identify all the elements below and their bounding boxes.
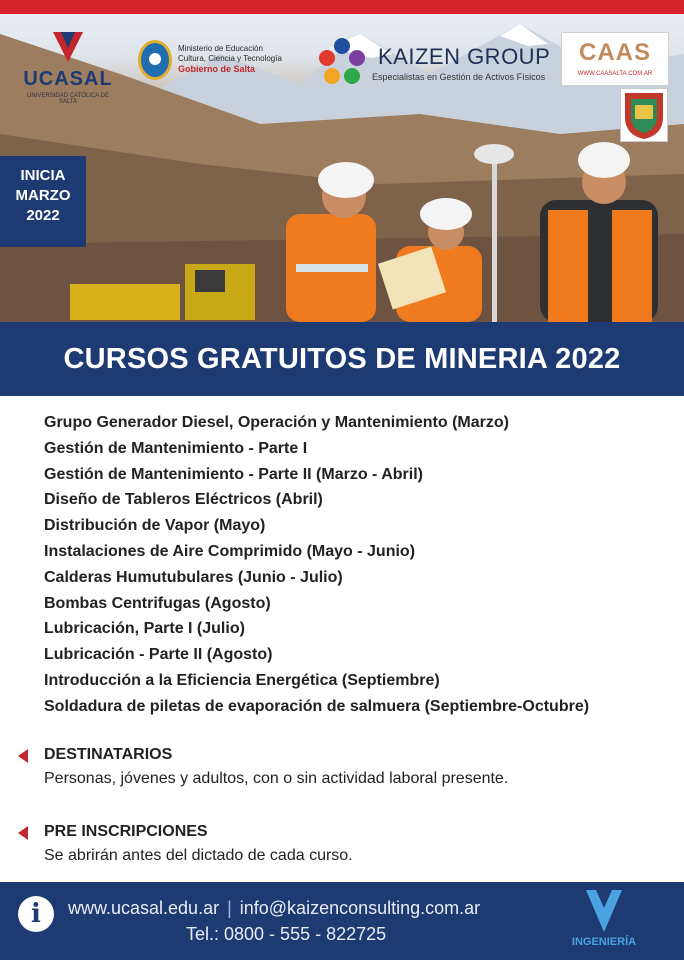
website-link[interactable]: www.ucasal.edu.ar: [68, 898, 220, 918]
course-item: Diseño de Tableros Eléctricos (Abril): [44, 491, 323, 509]
contact-footer: [0, 882, 684, 960]
logo-bar: [0, 14, 684, 114]
badge-line-3: 2022: [26, 207, 60, 224]
phone-number[interactable]: Tel.: 0800 - 555 - 822725: [186, 924, 387, 944]
badge-line-1: INICIA: [20, 167, 66, 184]
email-link[interactable]: info@kaizenconsulting.com.ar: [239, 898, 481, 918]
kaizen-pentagon-icon: [316, 36, 368, 88]
ingenieria-label: INGENIERÍA: [571, 936, 637, 948]
salta-seal-icon: [138, 40, 172, 80]
caas-name: CAAS: [578, 39, 651, 66]
preinscripciones-text: Se abrirán antes del dictado de cada curso.: [44, 847, 353, 864]
badge-line-2: MARZO: [15, 187, 71, 204]
kaizen-name: KAIZEN GROUP: [378, 44, 551, 69]
crest-icon: [620, 88, 668, 142]
arrow-left-icon: [18, 749, 28, 763]
course-item: Grupo Generador Diesel, Operación y Mantenimiento (Marzo): [44, 414, 509, 431]
ingenieria-v-icon: [556, 886, 652, 936]
gobierno-line-1: Ministerio de Educación: [178, 44, 263, 53]
course-item: Gestión de Mantenimiento - Parte II (Marzo - Abril): [44, 465, 423, 483]
caas-logo: [561, 32, 669, 86]
course-item: Bombas Centrifugas (Agosto): [44, 594, 271, 612]
gobierno-salta-logo: [138, 38, 308, 90]
start-date-badge: [0, 156, 86, 247]
footer-separator: |: [227, 898, 232, 918]
ucasal-v-icon: [51, 30, 85, 64]
course-item: Lubricación, Parte I (Julio): [44, 620, 245, 638]
ucasal-subtitle: UNIVERSIDAD CATÓLICA DE SALTA: [27, 93, 109, 105]
gobierno-line-3: Gobierno de Salta: [178, 64, 256, 74]
course-item: Calderas Humutubulares (Junio - Julio): [44, 568, 343, 586]
destinatarios-heading: DESTINATARIOS: [44, 746, 173, 763]
ingenieria-logo: [556, 886, 652, 956]
gobierno-line-2: Cultura, Ciencia y Tecnología: [178, 54, 282, 63]
caas-web: WWW.CAASALTA.COM.AR: [577, 71, 653, 77]
preinscripciones-heading: PRE INSCRIPCIONES: [44, 823, 208, 840]
preinscripciones-section: [18, 823, 658, 873]
course-item: Introducción a la Eficiencia Energética (Septiembre): [44, 671, 440, 689]
course-item: Soldadura de piletas de evaporación de salmuera (Septiembre-Octubre): [44, 697, 590, 715]
info-icon: i: [18, 896, 54, 932]
ucasal-name: UCASAL: [23, 68, 113, 90]
destinatarios-section: [18, 746, 658, 796]
course-item: Lubricación - Parte II (Agosto): [44, 646, 273, 664]
ucasal-logo: [18, 30, 118, 120]
course-item: Distribución de Vapor (Mayo): [44, 517, 266, 535]
page-title: CURSOS GRATUITOS DE MINERIA 2022: [0, 322, 684, 396]
course-list: [44, 410, 674, 720]
kaizen-tagline: Especialistas en Gestión de Activos Físicos: [372, 72, 546, 82]
destinatarios-text: Personas, jóvenes y adultos, con o sin actividad laboral presente.: [44, 770, 509, 787]
course-item: Instalaciones de Aire Comprimido (Mayo - Junio): [44, 542, 416, 560]
kaizen-group-logo: [316, 36, 556, 92]
arrow-left-icon: [18, 826, 28, 840]
top-red-strip: [0, 0, 684, 14]
course-item: Gestión de Mantenimiento - Parte I: [44, 439, 308, 457]
